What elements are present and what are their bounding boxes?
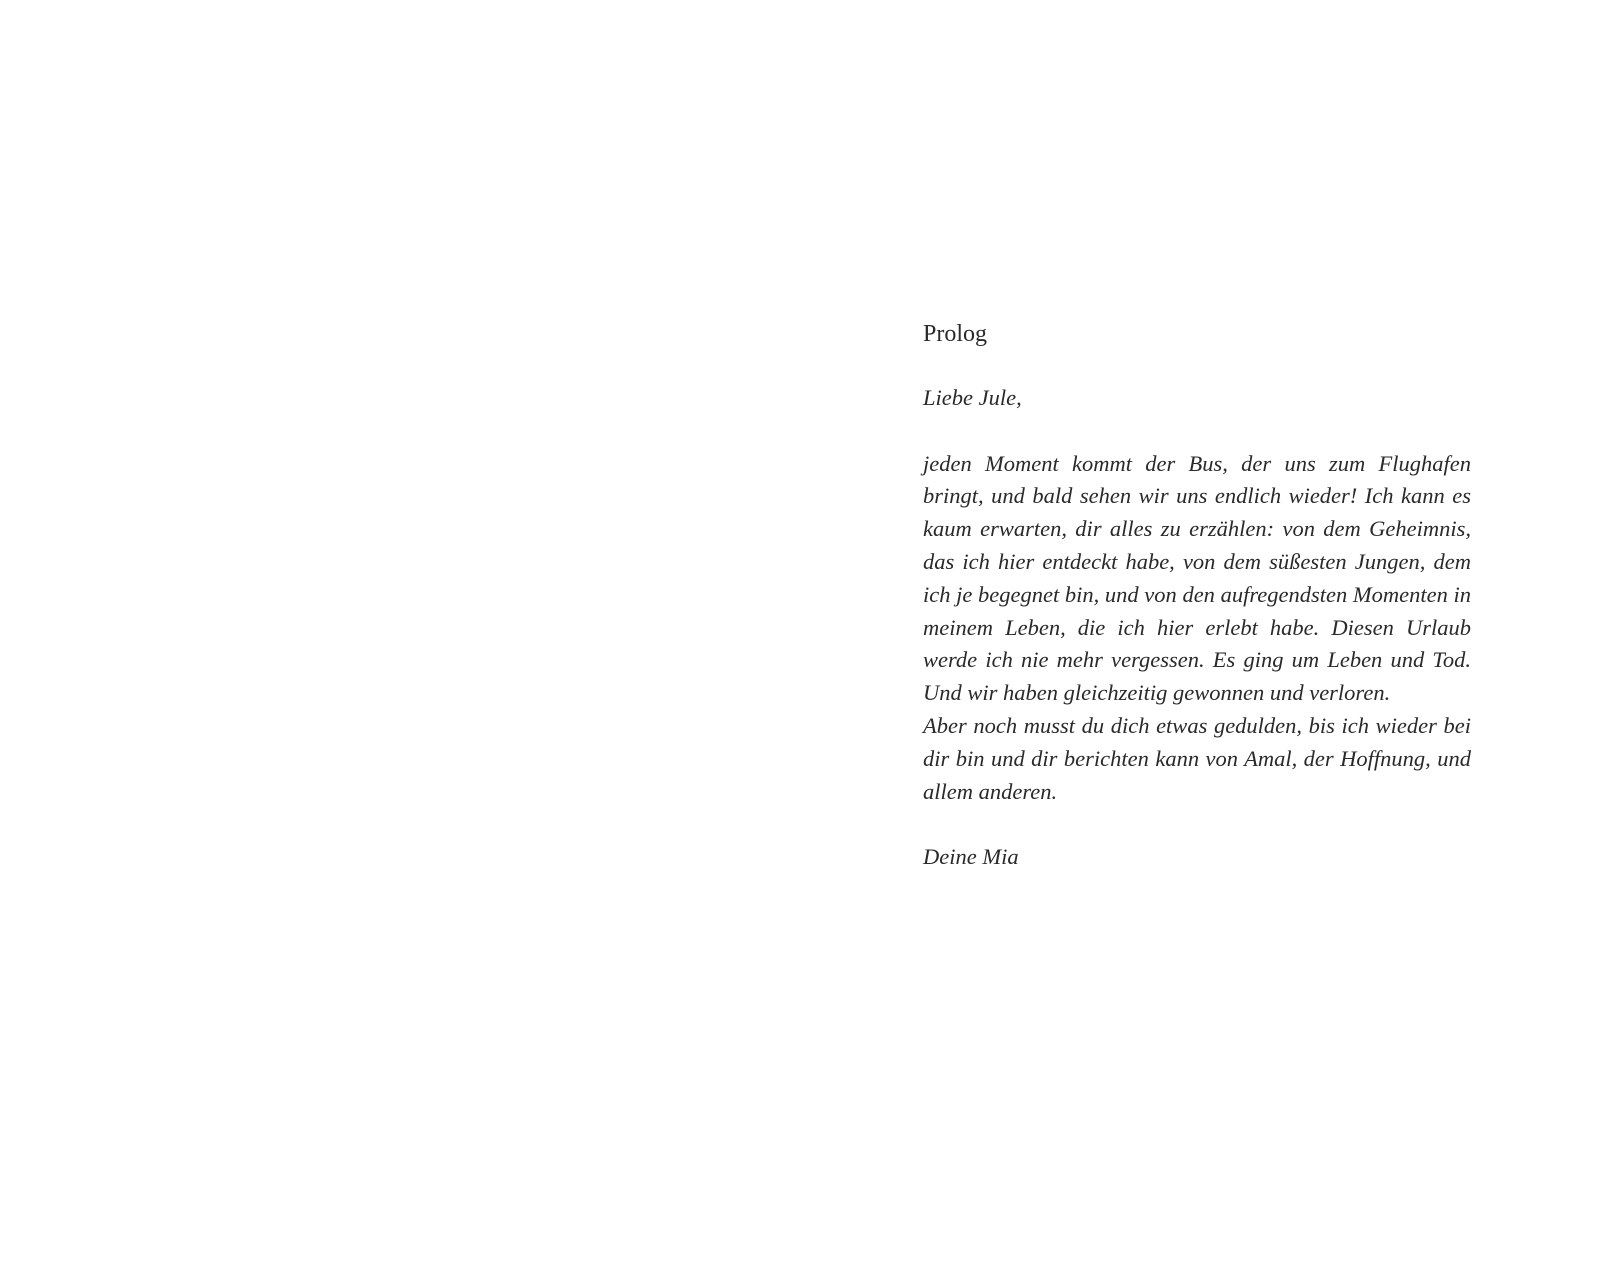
right-page bbox=[800, 0, 1600, 1274]
page-text-block bbox=[923, 318, 1471, 874]
letter-paragraph-2: Aber noch musst du dich etwas gedulden, bis ich wieder bei dir bin und dir berichten kann von Amal, der Hoffnung, und allem anderen. bbox=[923, 712, 1471, 804]
letter-signature: Deine Mia bbox=[923, 844, 1019, 870]
chapter-title: Prolog bbox=[923, 321, 988, 347]
letter-paragraph-1: jeden Moment kommt der Bus, der uns zum Flughafen bringt, und bald sehen wir uns endlich wieder! Ich kann es kaum erwarten, dir alles zu erzählen: von dem Geheimnis, das ich hier entdeckt habe, von dem süßesten Jungen, dem ich je begegnet bin, und von den aufregendsten Momenten in meinem Leben, die ich hier erlebt habe. Diesen Urlaub werde ich nie mehr vergessen. Es ging um Leben und Tod. Und wir haben gleichzeitig gewonnen und verloren. bbox=[923, 450, 1471, 706]
letter-salutation: Liebe Jule, bbox=[923, 385, 1022, 410]
